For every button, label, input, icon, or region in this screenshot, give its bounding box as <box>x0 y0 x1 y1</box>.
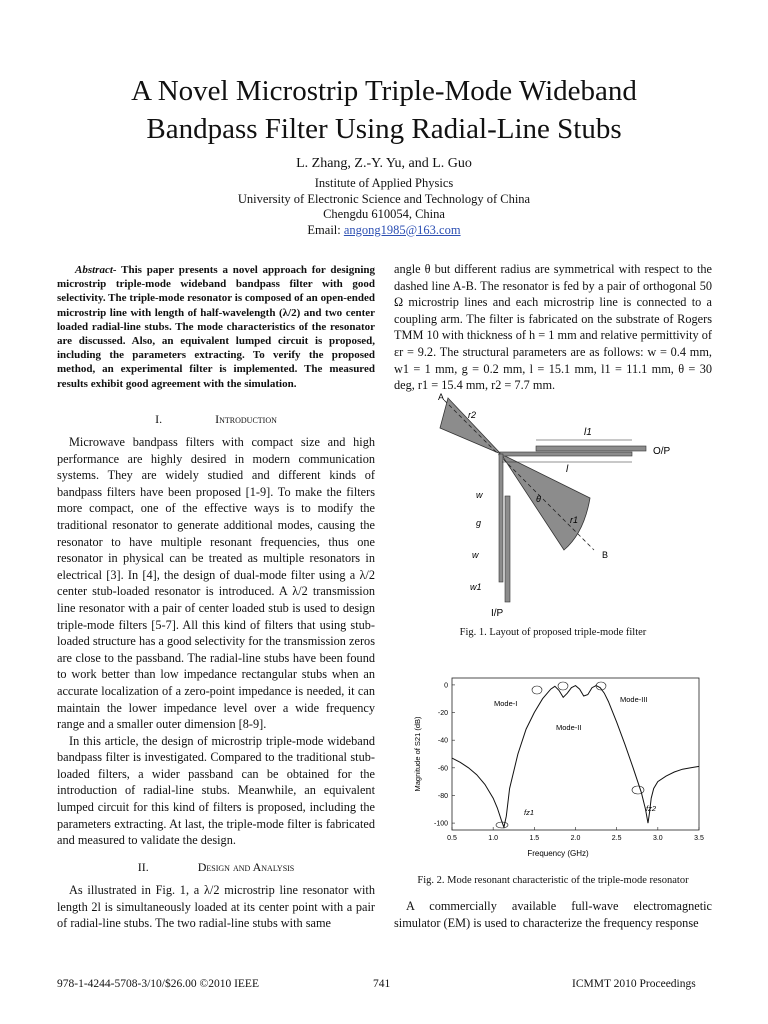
label-B: B <box>602 550 609 560</box>
annotation-mode-2: Mode-II <box>556 723 582 732</box>
figure-2-chart <box>408 672 708 862</box>
label-r2: r2 <box>468 410 477 420</box>
x-axis-label: Frequency (GHz) <box>527 849 589 858</box>
x-tick-label: 2.5 <box>611 835 622 842</box>
introduction-body <box>57 434 375 849</box>
x-tick-label: 1.5 <box>529 835 540 842</box>
affiliation-line-1: Institute of Applied Physics <box>314 176 454 190</box>
x-tick-label: 0.5 <box>447 835 457 842</box>
footer-page-number: 741 <box>373 978 391 990</box>
marker-fz2 <box>632 786 644 794</box>
intro-paragraph-1: Microwave bandpass filters with compact size and high performance are highly desired in modern communication systems. They are widely studied and different kinds of bandpass filters have been proposed [1-9]. To make the filters more compact, one of the effective ways is to modify the traditional resonator to generate additional modes, causing the resonator to have multiple resonant frequencies, thus one resonator in physical can be treated as multiple resonators in electrical [3]. In [4], the design of dual-mode filter using a λ/2 center stub-loaded resonator is introduced. A λ/2 transmission line resonator with a pair of center loaded stub is used to design triple-mode filters [5-7]. All this kind of filters that using stub-loaded structure has a good selectivity for the transmission zeros are close to the passband. The radial-line stubs have been found to work better than low impedance rectangular stubs when an accurate localization of a zero-point impedance is needed, it can maintain the lower impedance level over a wide frequency range and a smaller outer dimension [8-9]. <box>57 435 375 732</box>
x-tick-label: 3.5 <box>694 835 704 842</box>
paper-title <box>0 72 768 148</box>
annotation-fz1: fz1 <box>524 808 535 817</box>
marker-mode-2 <box>558 682 568 690</box>
y-axis-label: Magnitude of S21 (dB) <box>413 716 422 792</box>
label-w-top: w <box>476 490 483 500</box>
email-link[interactable]: angong1985@163.com <box>343 222 461 237</box>
affiliation-line-2: University of Electronic Science and Technology of China <box>237 191 531 206</box>
title-line-2: Bandpass Filter Using Radial-Line Stubs <box>146 113 622 145</box>
section-title: Introduction <box>215 412 277 426</box>
label-w-bottom: w <box>472 550 479 560</box>
annotation-mode-3: Mode-III <box>620 695 648 704</box>
x-ticks <box>447 827 704 842</box>
email-label: Email: <box>307 222 344 237</box>
figure-1-caption: Fig. 1. Layout of proposed triple-mode filter <box>459 627 647 638</box>
y-tick-label: -40 <box>437 737 448 745</box>
resonator-line-horizontal <box>500 452 632 456</box>
annotations <box>494 682 657 828</box>
title-line-1: A Novel Microstrip Triple-Mode Wideband <box>131 75 637 107</box>
abstract-text: This paper presents a novel approach for designing microstrip triple-mode wideband bandpass filter with good selectivity. The triple-mode resonator is composed of an open-ended microstrip line with length of half-wavelength (λ/2) and two center loaded radial-line stubs. The mode characteristics of the resonator are discussed. Also, an equivalent lumped circuit is proposed, including the parameters extracting. To verify the proposed method, an experimental filter is implemented. The measured results exhibit good agreement with the simulation. <box>57 264 375 390</box>
label-r1: r1 <box>570 515 579 525</box>
section-heading-introduction <box>57 412 375 427</box>
resonator-line-vertical <box>499 454 503 582</box>
s21-curve <box>452 686 699 828</box>
input-feed <box>505 496 510 602</box>
footer-copyright: 978-1-4244-5708-3/10/$26.00 ©2010 IEEE <box>57 978 259 990</box>
affiliation-line-3: Chengdu 610054, China <box>323 207 445 221</box>
section-title: Design and Analysis <box>197 860 295 874</box>
authors: L. Zhang, Z.-Y. Yu, and L. Guo <box>296 156 472 171</box>
x-tick-label: 3.0 <box>652 835 663 842</box>
section-number: I. <box>155 412 163 426</box>
label-input-port: I/P <box>491 608 504 619</box>
y-tick-label: -80 <box>437 792 448 800</box>
x-tick-label: 2.0 <box>570 835 581 842</box>
abstract <box>57 263 375 391</box>
plot-frame <box>452 678 699 830</box>
right-column-text <box>394 261 712 394</box>
y-tick-label: -100 <box>433 820 448 828</box>
intro-paragraph-2: In this article, the design of microstrip triple-mode wideband bandpass filter is investigated. Compared to the traditional stub-loaded filters, a wider passband can be obtained for the introduction of radial-line stubs. Meanwhile, an equivalent lumped circuit for this kind of filters is proposed, including the parameters extracting. At last, the triple-mode filter is fabricated and measured to validate the design. <box>57 733 375 848</box>
section-number: II. <box>137 860 149 874</box>
annotation-fz2: fz2 <box>646 804 657 813</box>
label-l: l <box>566 464 569 475</box>
y-tick-label: -60 <box>437 765 448 773</box>
label-A: A <box>438 392 445 402</box>
right-paragraph-2: A commercially available full-wave electromagnetic simulator (EM) is used to characterize the frequency response <box>394 899 712 930</box>
label-w1: w1 <box>470 582 482 592</box>
right-paragraph-1: angle θ but different radius are symmetrical with respect to the dashed line A-B. The resonator is fed by a pair of orthogonal 50 Ω microstrip lines and each microstrip line is connected to a coupling arm. The filter is fabricated on the substrate of Rogers TMM 10 with thickness of h = 1 mm and relative permittivity of εr = 9.2. The structural parameters are as follows: w = 0.4 mm, w1 = 1 mm, g = 0.2 mm, l = 15.1 mm, l1 = 11.1 mm, θ = 30 deg, r1 = 15.4 mm, r2 = 7.7 mm. <box>394 262 712 393</box>
figure-2-caption: Fig. 2. Mode resonant characteristic of the triple-mode resonator <box>417 875 689 886</box>
section-heading-design <box>57 860 375 875</box>
right-column-continued <box>394 898 712 931</box>
design-body <box>57 882 375 932</box>
output-feed <box>536 446 646 451</box>
footer-proceedings: ICMMT 2010 Proceedings <box>572 978 696 990</box>
label-output-port: O/P <box>653 446 671 457</box>
marker-mode-1 <box>532 686 542 694</box>
annotation-mode-1: Mode-I <box>494 699 518 708</box>
email-line <box>0 223 768 239</box>
label-g: g <box>476 518 482 528</box>
y-tick-label: 0 <box>444 682 448 690</box>
label-l1: l1 <box>584 427 592 438</box>
affiliation <box>0 176 768 238</box>
label-theta: θ <box>536 494 541 504</box>
design-paragraph-1: As illustrated in Fig. 1, a λ/2 microstrip line resonator with length 2l is simultaneously loaded at its center point with a pair of radial-line stubs. The two radial-line stubs with same <box>57 883 375 931</box>
x-tick-label: 1.0 <box>488 835 499 842</box>
y-tick-label: -20 <box>437 710 448 718</box>
figure-1-layout <box>394 388 712 620</box>
abstract-label: Abstract- <box>75 264 117 276</box>
